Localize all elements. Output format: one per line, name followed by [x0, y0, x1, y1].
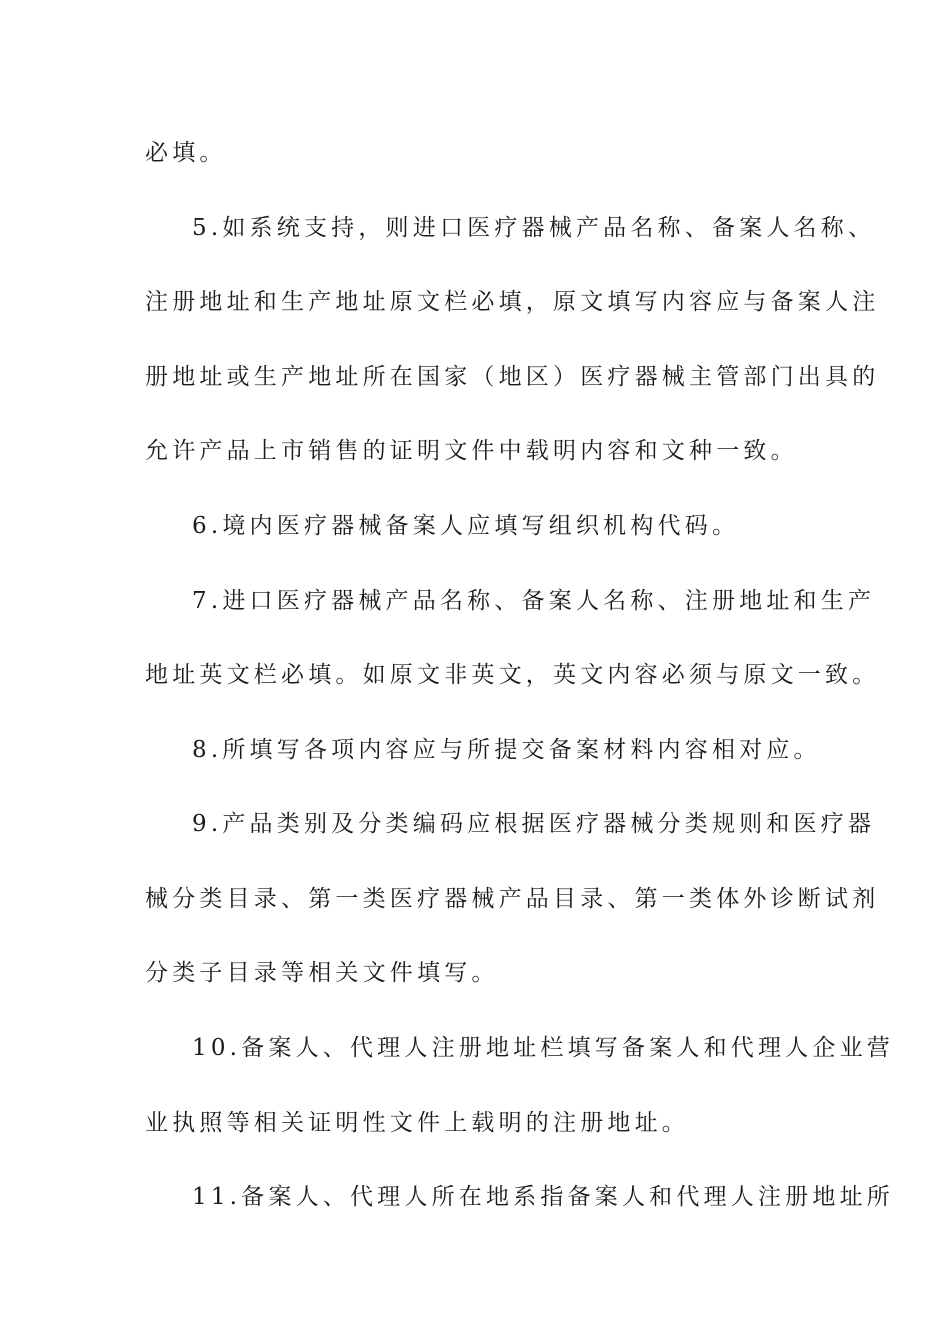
- item-5-line-4: 允许产品上市销售的证明文件中载明内容和文种一致。: [145, 438, 798, 464]
- item-9-line-3: 分类子目录等相关文件填写。: [145, 960, 499, 986]
- item-10-line-2: 业执照等相关证明性文件上载明的注册地址。: [145, 1110, 689, 1136]
- item-5-line-1: 5.如系统支持，则进口医疗器械产品名称、备案人名称、: [192, 215, 876, 241]
- item-8-line-1: 8.所填写各项内容应与所提交备案材料内容相对应。: [192, 737, 821, 763]
- item-7-line-1: 7.进口医疗器械产品名称、备案人名称、注册地址和生产: [192, 588, 876, 614]
- item-9-line-2: 械分类目录、第一类医疗器械产品目录、第一类体外诊断试剂: [145, 886, 880, 912]
- item-5-line-3: 册地址或生产地址所在国家（地区）医疗器械主管部门出具的: [145, 364, 880, 390]
- item-9-line-1: 9.产品类别及分类编码应根据医疗器械分类规则和医疗器: [192, 811, 876, 837]
- item-6-line-1: 6.境内医疗器械备案人应填写组织机构代码。: [192, 513, 740, 539]
- item-11-line-1: 11.备案人、代理人所在地系指备案人和代理人注册地址所: [192, 1184, 894, 1210]
- text-line-continuation: 必填。: [145, 140, 227, 166]
- item-7-line-2: 地址英文栏必填。如原文非英文，英文内容必须与原文一致。: [145, 662, 880, 688]
- item-10-line-1: 10.备案人、代理人注册地址栏填写备案人和代理人企业营: [192, 1035, 894, 1061]
- item-5-line-2: 注册地址和生产地址原文栏必填，原文填写内容应与备案人注: [145, 289, 880, 315]
